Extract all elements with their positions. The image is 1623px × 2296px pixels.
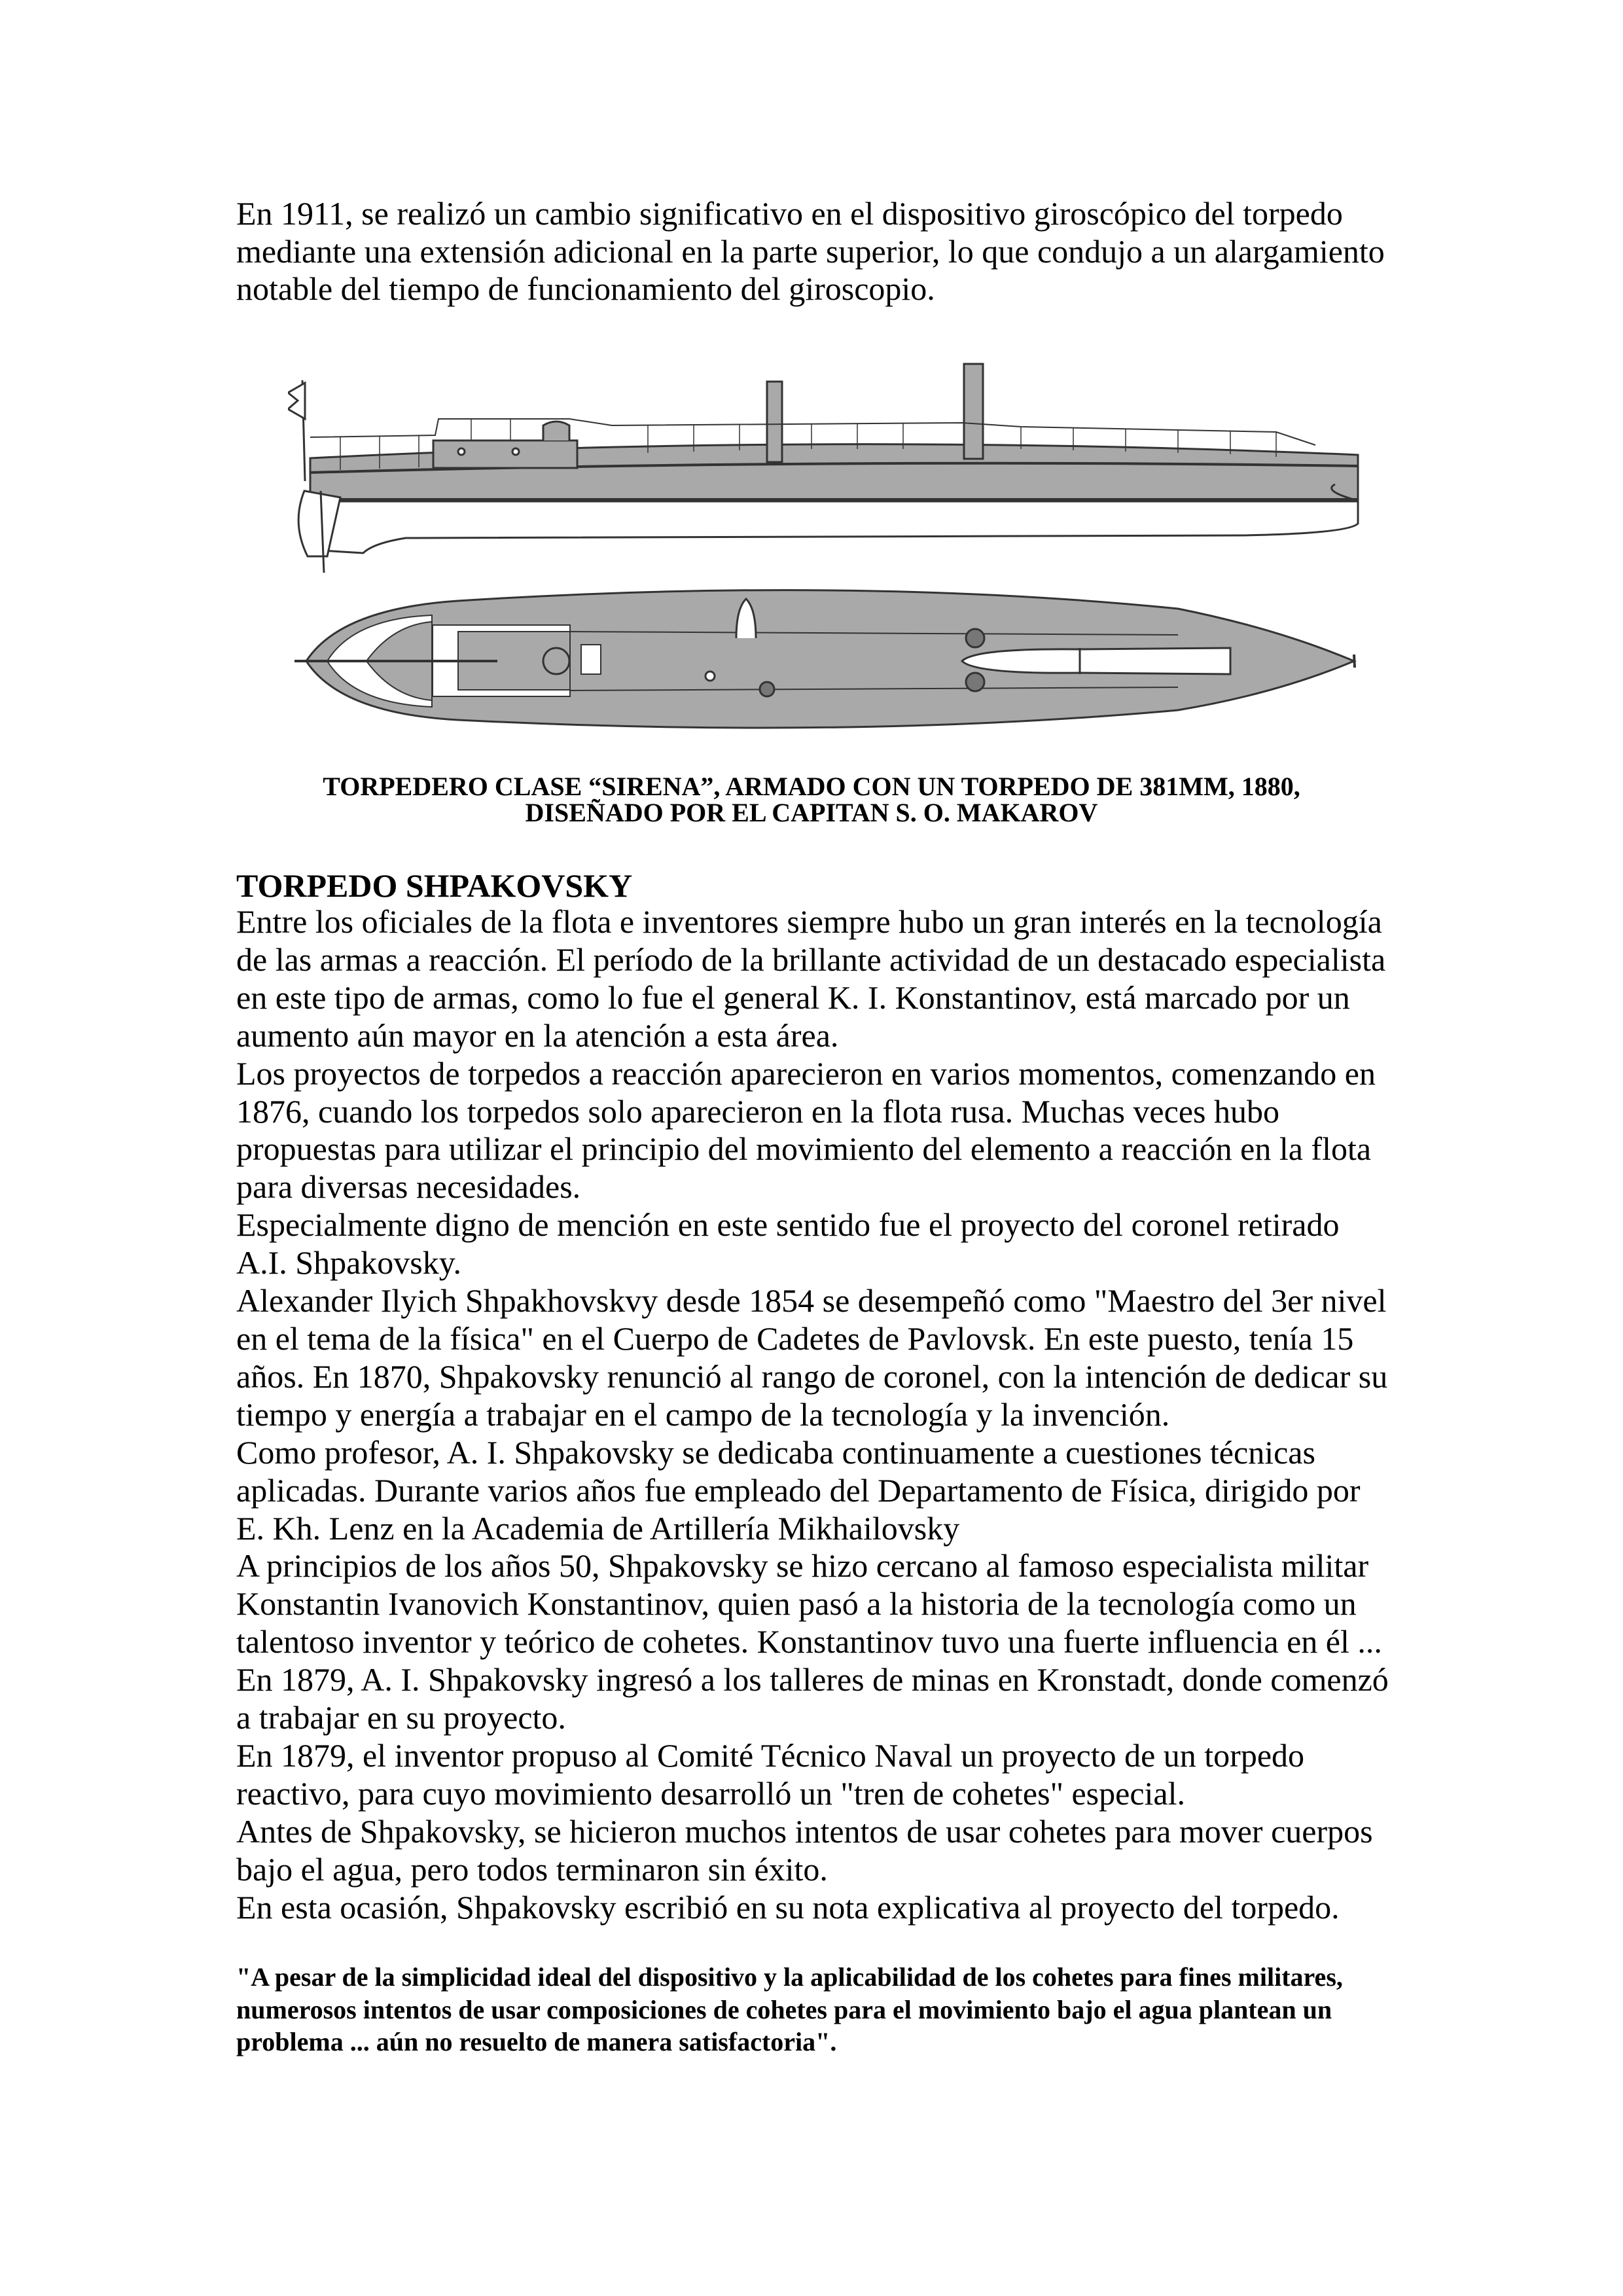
text-line: En 1879, el inventor propuso al Comité Técnico Naval un proyecto de un torpedo <box>236 1736 1305 1774</box>
text-line: Especialmente digno de mención en este sentido fue el proyecto del coronel retirado <box>236 1206 1340 1244</box>
quote-line: problema ... aún no resuelto de manera satisfactoria". <box>236 2027 837 2056</box>
plan-view <box>294 590 1355 728</box>
side-view <box>288 364 1358 573</box>
text-line: 1876, cuando los torpedos solo aparecieron en la flota rusa. Muchas veces hubo <box>236 1092 1279 1130</box>
funnel <box>964 364 983 459</box>
text-line: bajo el agua, pero todos terminaron sin éxito. <box>236 1850 828 1888</box>
caption-line: TORPEDERO CLASE “SIRENA”, ARMADO CON UN TORPEDO DE 381MM, 1880, <box>323 772 1300 801</box>
text-line: En esta ocasión, Shpakovsky escribió en su nota explicativa al proyecto del torpedo. <box>236 1888 1340 1926</box>
text-line: a trabajar en su proyecto. <box>236 1699 566 1736</box>
text-line: Entre los oficiales de la flota e inventores siempre hubo un gran interés en la tecnología <box>236 903 1382 940</box>
flag-icon <box>288 383 305 419</box>
text-line: en el tema de la física" en el Cuerpo de Cadetes de Pavlovsk. En este puesto, tenía 15 <box>236 1319 1354 1357</box>
figure-caption <box>223 774 1400 826</box>
text-line: A.I. Shpakovsky. <box>236 1244 461 1282</box>
text-line: para diversas necesidades. <box>236 1168 581 1206</box>
text-line: notable del tiempo de funcionamiento del giroscopio. <box>236 270 935 307</box>
torpedo-boat-drawing <box>288 347 1414 766</box>
text-line: Los proyectos de torpedos a reacción aparecieron en varios momentos, comenzando en <box>236 1054 1376 1092</box>
text-line: Antes de Shpakovsky, se hicieron muchos intentos de usar cohetes para mover cuerpos <box>236 1812 1373 1850</box>
quote-line: "A pesar de la simplicidad ideal del dispositivo y la aplicabilidad de los cohetes para fines militares, <box>236 1962 1343 1992</box>
text-line: aumento aún mayor en la atención a esta área. <box>236 1016 839 1054</box>
torpedo <box>962 648 1230 674</box>
text-line: En 1879, A. I. Shpakovsky ingresó a los talleres de minas en Kronstadt, donde comenzó <box>236 1661 1389 1698</box>
text-line: aplicadas. Durante varios años fue empleado del Departamento de Física, dirigido por <box>236 1471 1361 1509</box>
caption-line: DISEÑADO POR EL CAPITAN S. O. MAKAROV <box>525 798 1098 827</box>
funnel <box>767 382 782 462</box>
text-line: mediante una extensión adicional en la parte superior, lo que condujo a un alargamiento <box>236 232 1385 270</box>
text-line: Alexander Ilyich Shpakhovskvy desde 1854 se desempeñó como "Maestro del 3er nivel <box>236 1282 1387 1319</box>
text-line: En 1911, se realizó un cambio significativo en el dispositivo giroscópico del torpedo <box>236 195 1343 232</box>
quote-line: numerosos intentos de usar composiciones de cohetes para el movimiento bajo el agua plantean un <box>236 1994 1332 2024</box>
text-line: E. Kh. Lenz en la Academia de Artillería Mikhailovsky <box>236 1509 960 1547</box>
text-line: A principios de los años 50, Shpakovsky se hizo cercano al famoso especialista militar <box>236 1547 1369 1585</box>
section-heading: TORPEDO SHPAKOVSKY <box>236 867 633 904</box>
text-line: años. En 1870, Shpakovsky renunció al rango de coronel, con la intención de dedicar su <box>236 1357 1388 1395</box>
text-line: propuestas para utilizar el principio del movimiento del elemento a reacción en la flota <box>236 1130 1372 1168</box>
text-line: en este tipo de armas, como lo fue el general K. I. Konstantinov, está marcado por un <box>236 978 1350 1016</box>
deckhouse <box>433 440 577 468</box>
text-line: de las armas a reacción. El período de la brillante actividad de un destacado especialista <box>236 941 1386 978</box>
intro-paragraph <box>236 195 1401 308</box>
text-line: Como profesor, A. I. Shpakovsky se dedicaba continuamente a cuestiones técnicas <box>236 1433 1315 1471</box>
text-line: reactivo, para cuyo movimiento desarrolló un "tren de cohetes" especial. <box>236 1774 1185 1812</box>
text-line: tiempo y energía a trabajar en el campo de la tecnología y la invención. <box>236 1395 1170 1433</box>
text-line: talentoso inventor y teórico de cohetes. Konstantinov tuvo una fuerte influencia en él ... <box>236 1623 1382 1660</box>
blockquote <box>236 1961 1401 2058</box>
text-line: Konstantin Ivanovich Konstantinov, quien pasó a la historia de la tecnología como un <box>236 1585 1357 1623</box>
section-body <box>236 903 1401 1926</box>
